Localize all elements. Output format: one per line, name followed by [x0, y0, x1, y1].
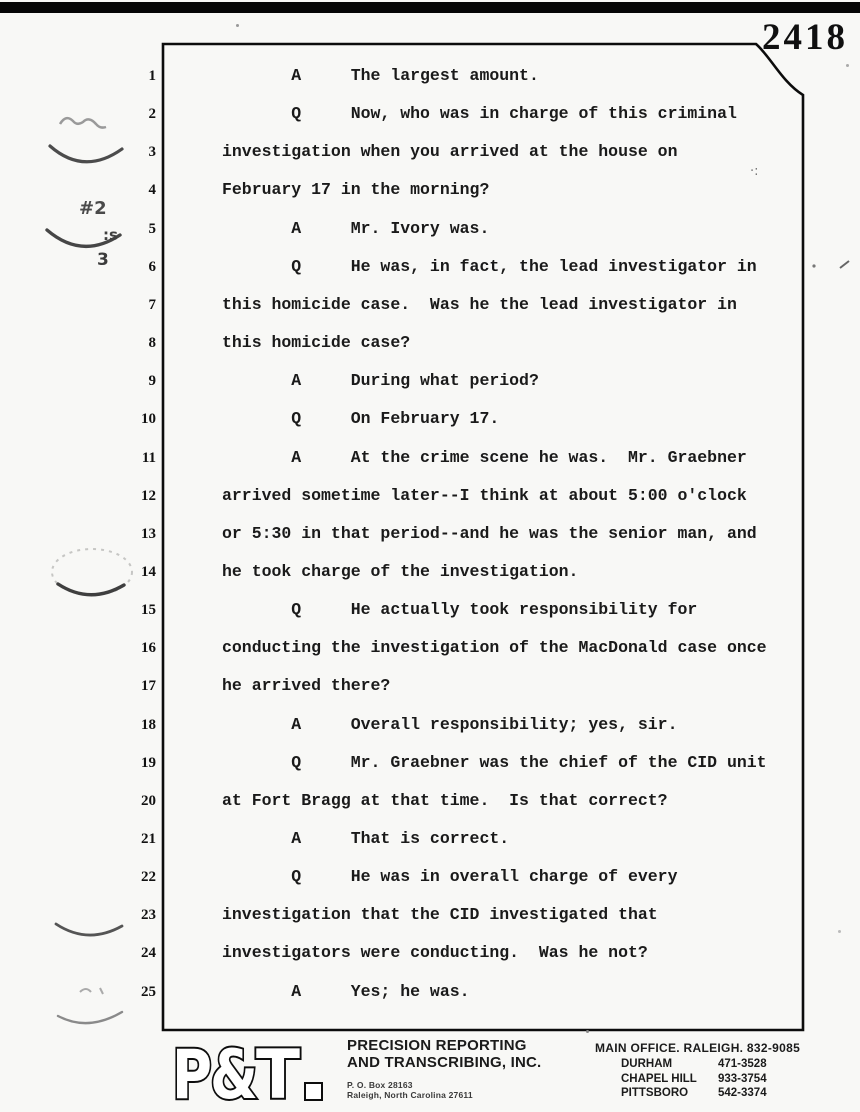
pencil-arc-mark-4	[56, 924, 122, 935]
precision-reporting-logo	[170, 1034, 340, 1112]
company-name-line1: PRECISION REPORTING	[347, 1037, 527, 1054]
transcript-line	[118, 905, 818, 924]
line-number: 22	[141, 869, 156, 886]
office-list	[621, 1057, 767, 1101]
pencil-tick-mark	[840, 261, 849, 268]
transcript-line	[118, 791, 818, 810]
line-number: 11	[141, 449, 156, 466]
line-number: 14	[141, 563, 156, 580]
office-phone: 933-3754	[718, 1072, 767, 1085]
transcript-line	[118, 982, 818, 1001]
dust-speck	[236, 24, 239, 27]
line-number: 6	[148, 258, 156, 275]
main-office-line: MAIN OFFICE. RALEIGH. 832-9085	[595, 1041, 801, 1055]
page-number: 2418	[762, 17, 848, 58]
company-name-line2: AND TRANSCRIBING, INC.	[347, 1054, 542, 1071]
pencil-arc-mark-3	[58, 584, 124, 595]
line-text: Q He actually took responsibility for	[222, 600, 698, 620]
line-number: 25	[141, 983, 156, 1000]
line-text: conducting the investigation of the MacDonald case once	[222, 638, 767, 658]
transcript-line	[118, 829, 818, 848]
line-text: A Mr. Ivory was.	[222, 218, 490, 238]
office-phone: 542-3374	[718, 1087, 767, 1099]
line-text: Q He was in overall charge of every	[222, 867, 678, 887]
logo-letter-p: P	[172, 1036, 212, 1112]
line-number: 16	[141, 640, 156, 657]
line-text: or 5:30 in that period--and he was the senior man, and	[222, 523, 757, 543]
line-number: 21	[141, 831, 156, 847]
office-city: DURHAM	[621, 1058, 673, 1070]
line-text: this homicide case?	[222, 333, 411, 353]
faint-dots-mark	[80, 988, 103, 994]
margin-note-three: 3	[97, 250, 109, 270]
transcript-line	[118, 409, 818, 428]
logo-letter-amp: &	[210, 1036, 258, 1112]
line-number: 23	[141, 907, 156, 924]
office-row	[621, 1072, 767, 1087]
office-row	[621, 1057, 767, 1072]
line-number: 17	[141, 678, 156, 695]
line-text: A Overall responsibility; yes, sir.	[222, 714, 678, 734]
transcript-line	[118, 66, 818, 85]
transcript-line	[118, 486, 818, 505]
line-text: this homicide case. Was he the lead investigator in	[222, 294, 737, 314]
company-address	[347, 1080, 473, 1100]
logo-period-square	[306, 1084, 321, 1099]
line-number: 10	[141, 411, 156, 428]
address-line2: Raleigh, North Carolina 27611	[347, 1090, 473, 1100]
transcript-line	[118, 524, 818, 543]
transcript-line	[118, 295, 818, 314]
line-number: 24	[141, 945, 156, 962]
transcript-line	[118, 676, 818, 695]
office-city: CHAPEL HILL	[621, 1072, 697, 1085]
office-city: PITTSBORO	[621, 1087, 689, 1099]
line-number: 13	[141, 525, 156, 542]
transcript-line	[118, 867, 818, 886]
line-number: 19	[141, 754, 156, 771]
transcript-line	[118, 753, 818, 772]
transcript-line	[118, 943, 818, 962]
line-text: investigation when you arrived at the house on	[222, 142, 678, 162]
margin-note-hash2: #2	[79, 198, 107, 219]
line-number: 9	[148, 373, 156, 390]
line-text: he arrived there?	[222, 676, 391, 696]
line-number: 20	[141, 792, 156, 809]
transcript-line	[118, 638, 818, 657]
line-number: 7	[148, 296, 156, 313]
transcript-line	[118, 333, 818, 352]
address-line1: P. O. Box 28163	[347, 1080, 413, 1090]
pencil-scribble-mark	[60, 118, 106, 127]
transcript-line	[118, 104, 818, 123]
line-text: Q Now, who was in charge of this criminal	[222, 104, 737, 124]
dust-speck	[838, 930, 841, 933]
line-text: A That is correct.	[222, 829, 510, 848]
line-number: 8	[148, 335, 156, 352]
line-text: investigators were conducting. Was he not?	[222, 943, 648, 963]
line-text: arrived sometime later--I think at about 5:00 o'clock	[222, 485, 747, 505]
transcript-line	[118, 257, 818, 276]
line-number: 4	[148, 182, 156, 199]
line-text: he took charge of the investigation.	[222, 561, 579, 581]
line-text: Q He was, in fact, the lead investigator in	[222, 256, 757, 276]
ink-speck: ·:	[750, 164, 759, 179]
line-number: 12	[141, 487, 156, 504]
dust-speck	[846, 64, 849, 67]
transcript-line	[118, 142, 818, 161]
line-text: February 17 in the morning?	[222, 180, 490, 200]
line-text: A Yes; he was.	[222, 981, 470, 1001]
line-text: investigation that the CID investigated that	[222, 905, 658, 925]
company-name	[347, 1037, 541, 1071]
pencil-arc-mark-1	[50, 146, 122, 162]
logo-letter-t: T	[256, 1036, 301, 1112]
line-number: 3	[148, 144, 156, 161]
line-text: at Fort Bragg at that time. Is that correct?	[222, 790, 668, 810]
line-text: Q On February 17.	[222, 409, 500, 429]
line-number: 1	[148, 68, 156, 84]
line-number: 2	[148, 106, 156, 123]
line-text: A During what period?	[222, 371, 539, 391]
line-number: 15	[141, 602, 156, 619]
line-text: A At the crime scene he was. Mr. Graebner	[222, 447, 747, 467]
line-text: A The largest amount.	[222, 66, 539, 85]
transcript-line	[118, 371, 818, 390]
pencil-arc-mark-5	[58, 1012, 122, 1023]
transcript-line	[118, 448, 818, 467]
office-phone: 471-3528	[718, 1058, 767, 1070]
office-row	[621, 1086, 767, 1101]
line-text: Q Mr. Graebner was the chief of the CID unit	[222, 752, 767, 772]
line-number: 5	[148, 220, 156, 237]
transcript-line	[118, 562, 818, 581]
transcript-line	[118, 219, 818, 238]
transcript-line	[118, 715, 818, 734]
transcript-line	[118, 600, 818, 619]
transcript-line	[118, 180, 818, 199]
line-number: 18	[141, 716, 156, 733]
margin-note-s: :s	[103, 226, 118, 244]
dust-speck	[586, 1030, 589, 1033]
